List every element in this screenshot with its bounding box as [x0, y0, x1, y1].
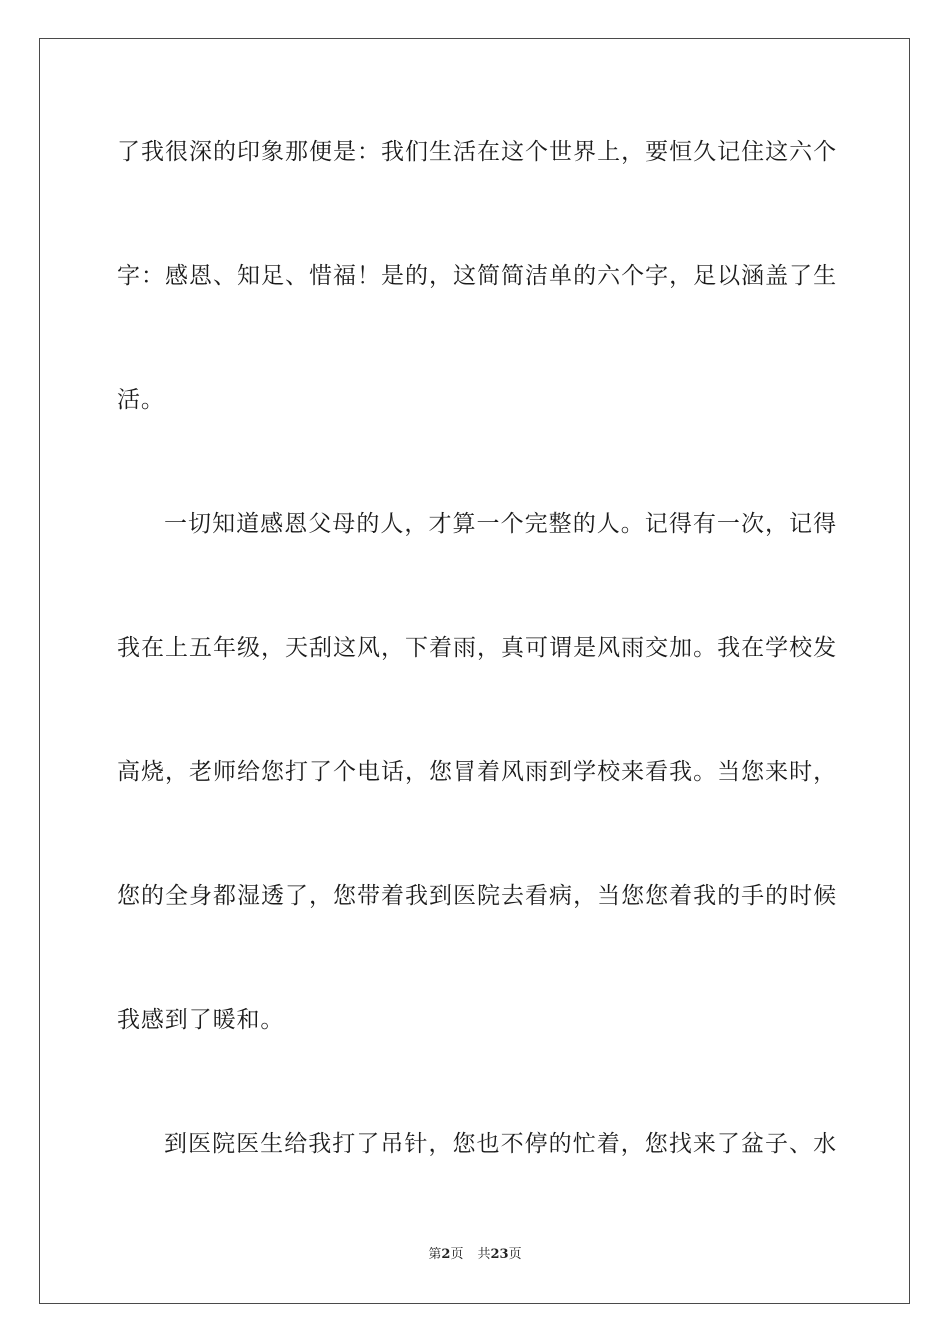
text-line-1: 了我很深的印象那便是：我们生活在这个世界上，要恒久记住这六个 — [117, 139, 837, 165]
page-prefix: 第 — [428, 1247, 442, 1262]
total-suffix: 页 — [508, 1247, 522, 1262]
paragraph-2-line-2: 我在上五年级，天刮这风，下着雨，真可谓是风雨交加。我在学校发 — [117, 635, 837, 661]
page-footer — [0, 1246, 950, 1264]
paragraph-2-line-5: 我感到了暖和。 — [117, 1007, 285, 1033]
page-suffix: 页 — [450, 1247, 464, 1262]
page-frame — [39, 38, 910, 1304]
text-line-3: 活。 — [117, 387, 165, 413]
paragraph-2-line-3: 高烧，老师给您打了个电话，您冒着风雨到学校来看我。当您来时， — [117, 759, 837, 785]
page-total: 23 — [490, 1247, 509, 1262]
paragraph-3-line-1: 到医院医生给我打了吊针，您也不停的忙着，您找来了盆子、水 — [164, 1131, 837, 1157]
paragraph-2-line-4: 您的全身都湿透了，您带着我到医院去看病，当您您着我的手的时候 — [117, 883, 837, 909]
text-line-2: 字：感恩、知足、惜福！是的，这简简洁单的六个字，足以涵盖了生 — [117, 263, 837, 289]
paragraph-2-line-1: 一切知道感恩父母的人，才算一个完整的人。记得有一次，记得 — [164, 511, 837, 537]
page-current: 2 — [441, 1247, 451, 1262]
total-prefix: 共 — [477, 1247, 491, 1262]
